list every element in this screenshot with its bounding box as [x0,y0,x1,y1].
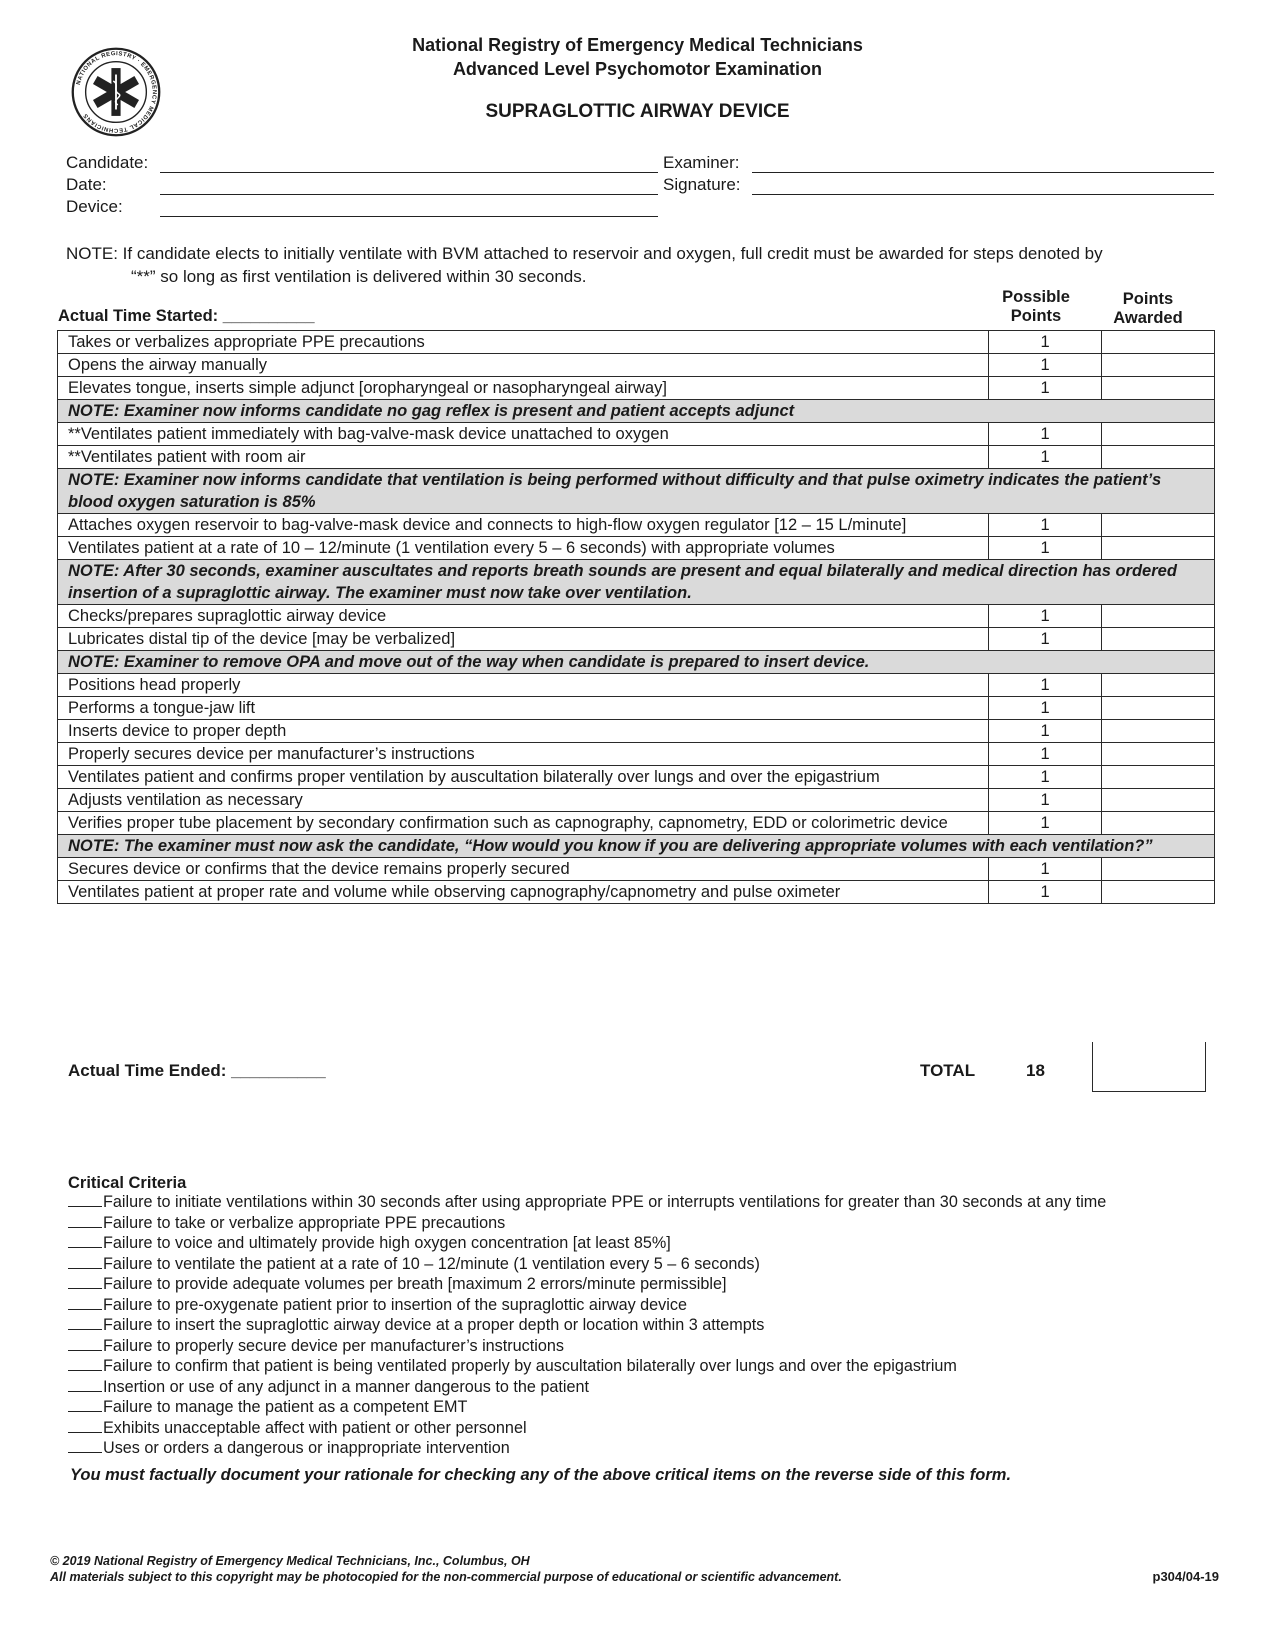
scoring-table [57,330,1215,904]
copyright-notice: All materials subject to this copyright may be photocopied for the non-commercial purpose of educational or scientific advancement. [50,1570,842,1584]
step-text: Takes or verbalizes appropriate PPE precautions [58,331,989,354]
examiner-note-row [58,835,1215,858]
total-awarded-box[interactable] [1092,1042,1206,1092]
possible-points-header-line2: Points [1010,307,1062,325]
points-awarded-cell[interactable] [1102,354,1215,377]
examiner-label: Examiner: [663,153,740,172]
examiner-note-text: NOTE: Examiner now informs candidate no gag reflex is present and patient accepts adjunct [58,400,1215,423]
possible-points-cell: 1 [989,537,1102,560]
possible-points-cell: 1 [989,858,1102,881]
examiner-note-row [58,400,1215,423]
critical-criteria-text: Failure to voice and ultimately provide high oxygen concentration [at least 85%] [103,1234,671,1252]
points-awarded-cell[interactable] [1102,766,1215,789]
examiner-note-text: NOTE: Examiner to remove OPA and move out of the way when candidate is prepared to insert device. [58,651,1215,674]
critical-criteria-item [68,1315,1106,1336]
critical-criteria-item [68,1295,1106,1316]
step-text: Verifies proper tube placement by secondary confirmation such as capnography, capnometry, EDD or colorimetric device [58,812,989,835]
points-awarded-cell[interactable] [1102,514,1215,537]
step-row [58,514,1215,537]
possible-points-cell: 1 [989,789,1102,812]
possible-points-cell: 1 [989,446,1102,469]
examiner-note-text: NOTE: The examiner must now ask the candidate, “How would you know if you are delivering appropriate volumes with each ventilation?” [58,835,1215,858]
critical-criteria-item [68,1192,1106,1213]
possible-points-cell: 1 [989,812,1102,835]
critical-criteria-item [68,1336,1106,1357]
points-awarded-cell[interactable] [1102,720,1215,743]
points-awarded-cell[interactable] [1102,331,1215,354]
possible-points-cell: 1 [989,881,1102,904]
candidate-label: Candidate: [66,153,149,172]
header-title-line1: National Registry of Emergency Medical Technicians [412,35,863,55]
step-row [58,674,1215,697]
criteria-check-blank[interactable] [68,1378,102,1392]
possible-points-cell: 1 [989,423,1102,446]
criteria-check-blank[interactable] [68,1439,102,1453]
possible-points-header [980,288,1092,326]
possible-points-cell: 1 [989,354,1102,377]
criteria-check-blank[interactable] [68,1398,102,1412]
step-row [58,743,1215,766]
actual-time-ended: Actual Time Ended: __________ [68,1061,326,1080]
step-text: **Ventilates patient with room air [58,446,989,469]
step-row [58,789,1215,812]
points-awarded-cell[interactable] [1102,446,1215,469]
points-awarded-header [1092,290,1204,328]
critical-criteria-text: Failure to provide adequate volumes per breath [maximum 2 errors/minute permissible] [103,1275,727,1293]
step-row [58,766,1215,789]
step-row [58,354,1215,377]
examiner-note-text: NOTE: After 30 seconds, examiner auscultates and reports breath sounds are present and equal bilaterally and medical direction has ordered insertion of a supraglottic airway. The examiner must now take over ventilation. [58,560,1215,605]
step-row [58,331,1215,354]
points-awarded-header-line1: Points [1122,290,1174,308]
step-text: Inserts device to proper depth [58,720,989,743]
criteria-check-blank[interactable] [68,1214,102,1228]
critical-criteria-list [68,1192,1106,1459]
points-awarded-cell[interactable] [1102,377,1215,400]
step-row [58,377,1215,400]
candidate-field[interactable] [160,172,658,173]
points-awarded-cell[interactable] [1102,628,1215,651]
points-awarded-header-line2: Awarded [1113,309,1183,327]
step-row [58,423,1215,446]
bvm-credit-note-line1: NOTE: If candidate elects to initially ventilate with BVM attached to reservoir and oxygen, full credit must be awarded for steps denoted by [66,244,1103,263]
critical-criteria-item [68,1254,1106,1275]
step-row [58,605,1215,628]
critical-criteria-text: Failure to properly secure device per manufacturer’s instructions [103,1336,564,1355]
possible-points-cell: 1 [989,514,1102,537]
signature-label: Signature: [663,175,741,194]
possible-points-cell: 1 [989,766,1102,789]
bvm-credit-note [66,242,1216,288]
critical-criteria-item [68,1356,1106,1377]
criteria-check-blank[interactable] [68,1316,102,1330]
step-text: Properly secures device per manufacturer’s instructions [58,743,989,766]
step-text: Lubricates distal tip of the device [may be verbalized] [58,628,989,651]
critical-criteria-text: Failure to confirm that patient is being ventilated properly by auscultation bilaterally over lungs and over the epigastrium [103,1357,957,1375]
step-text: Attaches oxygen reservoir to bag-valve-mask device and connects to high-flow oxygen regulator [12 – 15 L/minute] [58,514,989,537]
date-field[interactable] [160,194,658,195]
critical-criteria-text: Failure to pre-oxygenate patient prior to insertion of the supraglottic airway device [103,1295,687,1314]
critical-criteria-item [68,1397,1106,1418]
critical-criteria-title: Critical Criteria [68,1174,187,1192]
critical-criteria-text: Failure to take or verbalize appropriate PPE precautions [103,1213,506,1232]
step-text: Opens the airway manually [58,354,989,377]
step-text: Secures device or confirms that the device remains properly secured [58,858,989,881]
critical-criteria-item [68,1274,1106,1295]
possible-points-cell: 1 [989,628,1102,651]
critical-criteria-item [68,1377,1106,1398]
critical-criteria-item [68,1418,1106,1439]
step-row [58,812,1215,835]
possible-points-cell: 1 [989,331,1102,354]
step-text: Ventilates patient at a rate of 10 – 12/minute (1 ventilation every 5 – 6 seconds) with appropriate volumes [58,537,989,560]
points-awarded-cell[interactable] [1102,743,1215,766]
criteria-check-blank[interactable] [68,1275,102,1289]
header-title-line2: Advanced Level Psychomotor Examination [452,59,823,79]
actual-time-started: Actual Time Started: __________ [58,307,315,325]
points-awarded-cell[interactable] [1102,423,1215,446]
logo-ring-text: NATIONAL REGISTRY · EMERGENCY MEDICAL TECHNICIANS [75,51,157,133]
device-field[interactable] [160,216,658,217]
step-text: Ventilates patient and confirms proper ventilation by auscultation bilaterally over lungs and over the epigastrium [58,766,989,789]
points-awarded-cell[interactable] [1102,605,1215,628]
examiner-note-row [58,469,1215,514]
critical-criteria-text: Exhibits unacceptable affect with patient or other personnel [103,1418,527,1437]
form-number: p304/04-19 [1152,1569,1219,1584]
step-row [58,697,1215,720]
signature-field[interactable] [752,194,1214,195]
step-row [58,628,1215,651]
possible-points-cell: 1 [989,377,1102,400]
step-row [58,720,1215,743]
points-awarded-cell[interactable] [1102,697,1215,720]
points-awarded-cell[interactable] [1102,812,1215,835]
possible-points-cell: 1 [989,720,1102,743]
examiner-field[interactable] [752,172,1214,173]
step-row [58,537,1215,560]
critical-criteria-item [68,1213,1106,1234]
step-text: Checks/prepares supraglottic airway device [58,605,989,628]
possible-points-cell: 1 [989,605,1102,628]
step-row [58,858,1215,881]
critical-criteria-text: Failure to insert the supraglottic airway device at a proper depth or location within 3 attempts [103,1316,765,1334]
critical-criteria-text: Failure to manage the patient as a competent EMT [103,1398,468,1416]
possible-points-cell: 1 [989,697,1102,720]
possible-points-header-line1: Possible [1002,288,1070,306]
points-awarded-cell[interactable] [1102,674,1215,697]
possible-points-cell: 1 [989,674,1102,697]
criteria-check-blank[interactable] [68,1296,102,1310]
criteria-check-blank[interactable] [68,1357,102,1371]
step-text: Adjusts ventilation as necessary [58,789,989,812]
device-label: Device: [66,197,123,216]
step-row [58,881,1215,904]
critical-criteria-footer: You must factually document your rationale for checking any of the above critical items on the reverse side of this form. [70,1466,1012,1484]
criteria-check-blank[interactable] [68,1234,102,1248]
step-text: **Ventilates patient immediately with bag-valve-mask device unattached to oxygen [58,423,989,446]
criteria-check-blank[interactable] [68,1193,102,1207]
critical-criteria-text: Failure to ventilate the patient at a rate of 10 – 12/minute (1 ventilation every 5 – 6 seconds) [103,1254,760,1273]
step-text: Elevates tongue, inserts simple adjunct [oropharyngeal or nasopharyngeal airway] [58,377,989,400]
critical-criteria-item [68,1438,1106,1459]
bvm-credit-note-line2: “**” so long as first ventilation is delivered within 30 seconds. [131,267,587,286]
date-label: Date: [66,175,107,194]
critical-criteria-text: Insertion or use of any adjunct in a manner dangerous to the patient [103,1377,589,1396]
step-text: Positions head properly [58,674,989,697]
total-label: TOTAL [920,1061,976,1080]
points-awarded-cell[interactable] [1102,881,1215,904]
step-row [58,446,1215,469]
step-text: Ventilates patient at proper rate and volume while observing capnography/capnometry and pulse oximeter [58,881,989,904]
examiner-note-text: NOTE: Examiner now informs candidate that ventilation is being performed without difficulty and that pulse oximetry indicates the patient’s blood oxygen saturation is 85% [58,469,1215,514]
examiner-note-row [58,560,1215,605]
form-title: SUPRAGLOTTIC AIRWAY DEVICE [485,101,790,122]
examiner-note-row [58,651,1215,674]
critical-criteria-item [68,1233,1106,1254]
possible-points-cell: 1 [989,743,1102,766]
criteria-check-blank[interactable] [68,1337,102,1351]
criteria-check-blank[interactable] [68,1255,102,1269]
step-text: Performs a tongue-jaw lift [58,697,989,720]
critical-criteria-text: Failure to initiate ventilations within 30 seconds after using appropriate PPE or interrupts ventilations for greater than 30 seconds at any time [103,1193,1107,1211]
points-awarded-cell[interactable] [1102,858,1215,881]
points-awarded-cell[interactable] [1102,789,1215,812]
copyright-line: © 2019 National Registry of Emergency Medical Technicians, Inc., Columbus, OH [50,1554,530,1568]
points-awarded-cell[interactable] [1102,537,1215,560]
critical-criteria-text: Uses or orders a dangerous or inappropriate intervention [103,1439,510,1457]
criteria-check-blank[interactable] [68,1419,102,1433]
total-points: 18 [1026,1061,1045,1080]
